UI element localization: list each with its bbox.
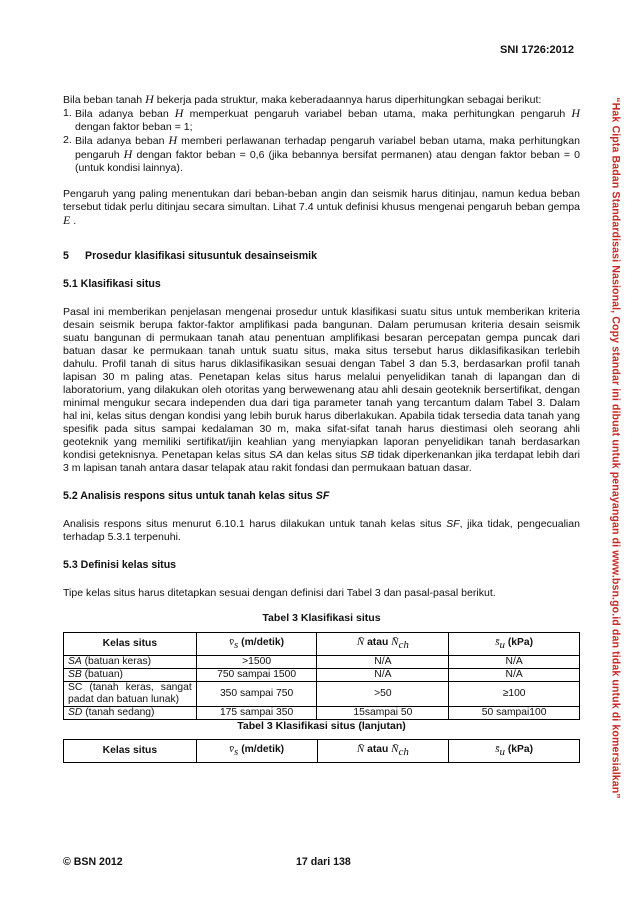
document-body [63, 93, 580, 763]
list-item: 2. Bila adanya beban H memberi perlawanan terhadap pengaruh variabel beban utama, maka perhitungkan pengaruh H dengan faktor beban = 0,6 (jika bebannya bersifat permanen) atau dengan faktor beban = 0 (untuk kondisi lainnya). [63, 133, 581, 174]
table-caption-continued: Tabel 3 Klasifikasi situs (lanjutan) [237, 720, 406, 732]
table-header-row: Kelas situs $v̄_s$ (m/detik) N̄ atau $N̄_{ch}$ $s̄_u$ (kPa) [64, 740, 580, 763]
symbol-e: E [63, 213, 71, 227]
section-5-2-text: Analisis respons situs menurut 6.10.1 harus dilakukan untuk tanah kelas situs SF, jika tidak, pengecualian terhadap 5.3.1 terpenuhi. [63, 518, 580, 543]
table-row: SB (batuan) 750 sampai 1500 N/A N/A [64, 669, 580, 682]
symbol-h: H [145, 92, 154, 106]
page-number: 17 dari 138 [296, 856, 351, 868]
load-list [63, 107, 580, 175]
header-su: $s̄_u$ (kPa) [449, 633, 580, 656]
section-5-3-text: Tipe kelas situs harus ditetapkan sesuai dengan definisi dari Tabel 3 dan pasal-pasal berikut. [63, 587, 496, 599]
table-row: SC (tanah keras, sangat padat dan batuan lunak) 350 sampai 750 >50 ≥100 [64, 682, 580, 707]
list-item: 1. Bila adanya beban H memperkuat pengaruh variabel beban utama, maka perhitungkan pengaruh H dengan faktor beban = 1; [63, 106, 580, 133]
table-caption: Tabel 3 Klasifikasi situs [262, 612, 381, 624]
section-5-1-text: Pasal ini memberikan penjelasan mengenai prosedur untuk klasifikasi suatu situs untuk memberikan kriteria desain seismik berupa faktor-faktor amplifikasi pada bangunan. Dalam perumusan kriteria desain seismik suatu bangunan di permukaan tanah atau penentuan amplifikasi besaran percepatan gempa puncak dari batuan dasar ke permukaan tanah untuk suatu situs, maka situs tersebut harus diklasifikasikan terlebih dahulu. Profil tanah di situs harus diklasifikasikan sesuai dengan Tabel 3 dan 5.3, berdasarkan profil tanah lapisan 30 m paling atas. Penetapan kelas situs harus melalui penyelidikan tanah di lapangan dan di laboratorium, yang dilakukan oleh otoritas yang berwewenang atau ahli desain geoteknik bersertifikat, dengan minimal mengukur secara independen dua dari tiga parameter tanah yang tercantum dalam Tabel 3. Dalam hal ini, kelas situs dengan kondisi yang lebih buruk harus diberlakukan. Apabila tidak tersedia data tanah yang spesifik pada situs sampai kedalaman 30 m, maka sifat-sifat tanah harus diestimasi oleh seorang ahli geoteknik yang memiliki sertifikat/ijin keahlian yang menyiapkan laporan penyelidikan tanah berdasarkan kondisi geteknisnya. Penetapan kelas situs SA dan kelas situs SB tidak diperkenankan jika terdapat lebih dari 3 m lapisan tanah antara dasar telapak atau rakit fondasi dan permukaan batuan dasar. [63, 306, 580, 474]
section-5-1-heading: 5.1 Klasifikasi situs [63, 278, 161, 290]
header-vs: $v̄_s$ (m/detik) [196, 633, 317, 656]
site-class-table [63, 632, 580, 720]
watermark-text: “Hak Cipta Badan Standardisasi Nasional, Copy standar ini dibuat untuk penayangan di www.bsn.go.id dan tidak untuk di komersialkan” [610, 97, 623, 799]
table-row: SA (batuan keras) >1500 N/A N/A [64, 656, 580, 669]
section-5-3-heading: 5.3 Definisi kelas situs [63, 559, 177, 571]
table-row: SD (tanah sedang) 175 sampai 350 15sampai 50 50 sampai100 [64, 707, 580, 720]
site-class-table-continued [63, 739, 580, 763]
page-footer [63, 856, 580, 868]
standard-id: SNI 1726:2012 [500, 44, 574, 56]
section-5-heading: 5 Prosedur klasifikasi situsuntuk desainseismik [63, 250, 317, 262]
seismic-paragraph: Pengaruh yang paling menentukan dari beban-beban angin dan seismik harus ditinjau, namun kedua beban tersebut tidak perlu ditinjau secara simultan. Lihat 7.4 untuk definisi khusus mengenai pengaruh beban gempa E . [63, 188, 580, 227]
table-header-row [64, 633, 580, 656]
section-5-2-heading: 5.2 Analisis respons situs untuk tanah kelas situs SF [63, 490, 330, 502]
header-n: N̄ atau $N̄_{ch}$ [317, 633, 449, 656]
copyright-watermark [595, 68, 637, 828]
footer-copyright: © BSN 2012 [63, 856, 123, 868]
header-site-class: Kelas situs [64, 633, 197, 656]
intro-paragraph: Bila beban tanah H bekerja pada struktur, maka keberadaannya harus diperhitungkan sebagai berikut: [63, 92, 542, 106]
